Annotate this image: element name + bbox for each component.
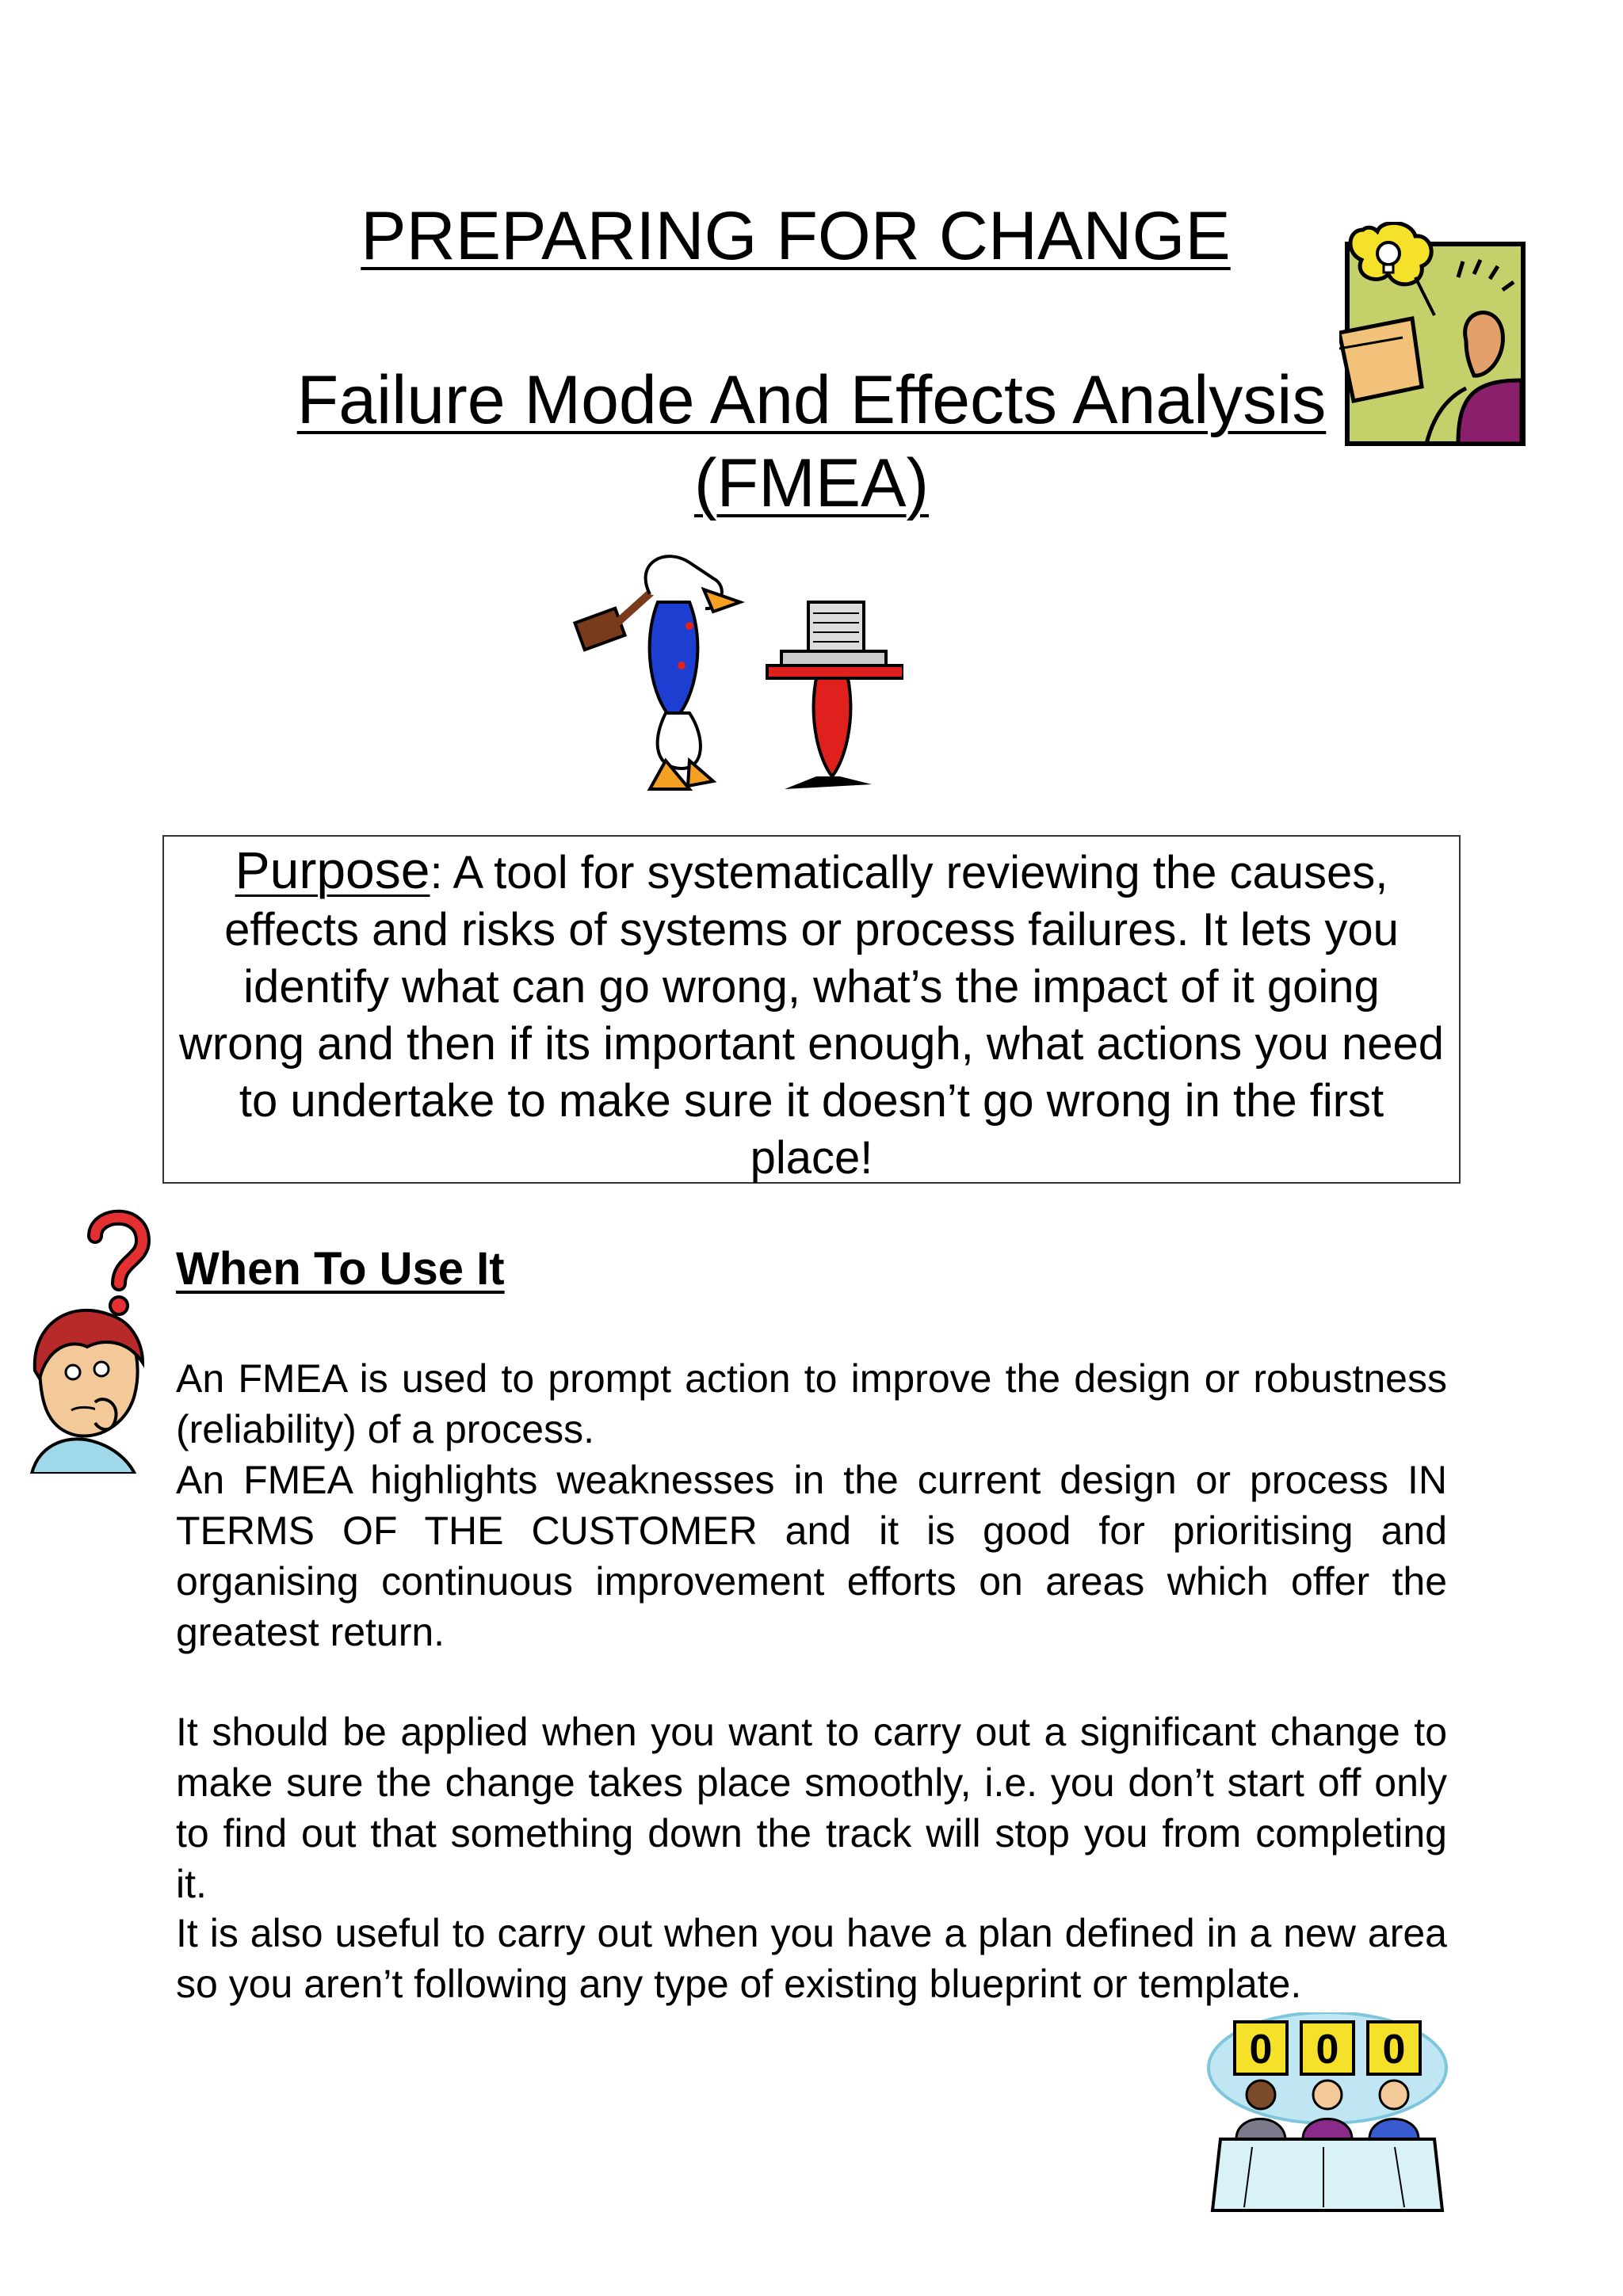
page-subtitle: Failure Mode And Effects Analysis xyxy=(296,362,1327,438)
paragraph: It is also useful to carry out when you have a plan defined in a new area so you aren’t following any type of existing blueprint or template. xyxy=(176,1911,1447,2006)
purpose-text: : A tool for systematically reviewing the causes, effects and risks of systems or process failures. It lets you identify what can go wrong, what’s the impact of it going wrong and then if its important enough, what actions you need to undertake to make sure it doesn’t go wrong in the first place! xyxy=(178,847,1445,1184)
scorecard xyxy=(1368,2022,1420,2074)
paragraph: An FMEA highlights weaknesses in the current design or process IN TERMS OF THE CUSTOMER and it is good for prioritising and organising continuous improvement efforts on areas which offer the greatest return. xyxy=(176,1458,1447,1654)
duck-hammer-computer-clipart xyxy=(571,547,903,800)
paragraph: An FMEA is used to prompt action to improve the design or robustness (reliability) of a process. xyxy=(176,1356,1447,1451)
thinking-person-question-clipart xyxy=(24,1204,166,1474)
paragraph: It should be applied when you want to carry out a significant change to make sure the change takes place smoothly, i.e. you don’t start off only to find out that something down the track will stop you from completing it. xyxy=(176,1710,1447,1906)
judges-panel-clipart xyxy=(1205,2012,1450,2218)
idea-presenter-clipart xyxy=(1339,222,1529,452)
scorecard xyxy=(1301,2022,1354,2074)
score-1: 0 xyxy=(1249,2027,1273,2073)
score-3: 0 xyxy=(1382,2027,1406,2073)
section-heading: When To Use It xyxy=(176,1243,505,1295)
purpose-box xyxy=(162,835,1461,1184)
purpose-label: Purpose xyxy=(235,841,430,899)
page-subtitle-acronym: (FMEA) xyxy=(693,445,930,521)
score-2: 0 xyxy=(1316,2027,1339,2073)
scorecard xyxy=(1235,2022,1287,2074)
page-title: PREPARING FOR CHANGE xyxy=(361,198,1231,274)
